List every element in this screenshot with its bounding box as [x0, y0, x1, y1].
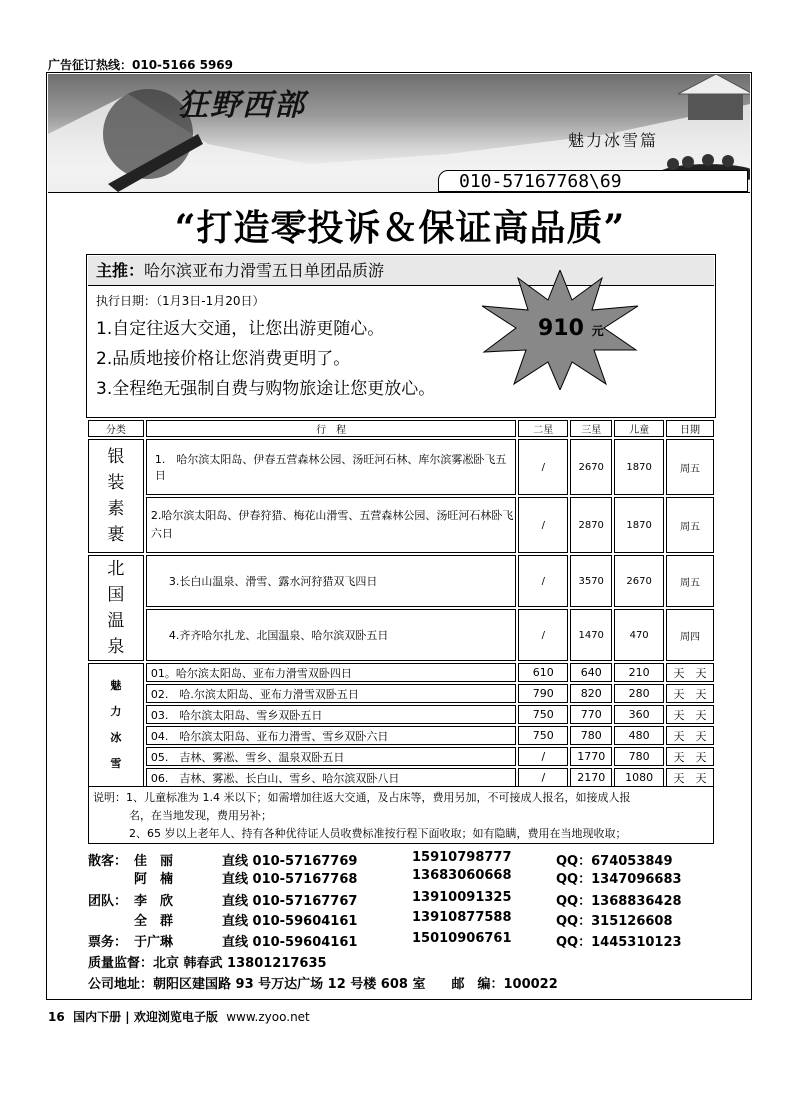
contact-qq: QQ：315126608 — [556, 914, 673, 929]
category-name: 银装素裹 — [107, 447, 125, 545]
note-line-2: 名，在当地发现，费用另补； — [129, 809, 272, 822]
category-name: 魅力冰雪 — [110, 679, 122, 770]
three-star-cell: 780 — [570, 726, 612, 745]
contact-mobile: 13683060668 — [412, 868, 512, 883]
contact-role: 团队： — [88, 894, 128, 909]
ad-hotline: 广告征订热线：010-5166 5969 — [48, 58, 234, 72]
promo-label: 主推： — [96, 261, 145, 280]
date-cell: 周五 — [666, 555, 714, 607]
feature-3: 3.全程绝无强制自费与购物旅途让您更放心。 — [96, 379, 436, 399]
price — [538, 316, 604, 341]
date-cell: 天 天 — [666, 705, 714, 724]
three-star-cell: 2670 — [570, 439, 612, 495]
two-star-cell: 750 — [518, 705, 568, 724]
contact-name: 阿 楠 — [134, 872, 174, 887]
contact-line: 直线 010-57167768 — [222, 872, 358, 887]
footer-slogan: 欢迎浏览电子版 — [133, 1010, 218, 1024]
price-value: 910 — [538, 316, 584, 341]
promo-date: 执行日期：（1月3日-1月20日） — [96, 294, 265, 308]
contact-qq: QQ：1347096683 — [556, 872, 682, 887]
table-row — [88, 684, 714, 703]
routes-table — [86, 418, 716, 789]
contact-line: 直线 010-57167767 — [222, 894, 358, 909]
route-cell: 03. 哈尔滨太阳岛、雪乡双卧五日 — [146, 705, 517, 724]
category-cell — [88, 439, 144, 553]
date-cell: 天 天 — [666, 726, 714, 745]
page-number: 16 — [48, 1010, 65, 1024]
two-star-cell: / — [518, 497, 568, 553]
note-line-1: 说明：1、儿童标准为 1.4 米以下；如需增加往返大交通，及占床等，费用另加，不可接成人报名，如接成人报 — [93, 791, 631, 804]
contact-role: 散客： — [88, 854, 128, 869]
child-cell: 280 — [614, 684, 664, 703]
route-cell: 04. 哈尔滨太阳岛、亚布力滑雪、雪乡双卧六日 — [146, 726, 517, 745]
table-row — [88, 705, 714, 724]
route-cell: 01。哈尔滨太阳岛、亚布力滑雪双卧四日 — [146, 663, 517, 682]
headline: “打造零投诉＆保证高品质” — [174, 207, 626, 249]
header-date: 日期 — [666, 420, 714, 437]
route-cell: 1. 哈尔滨太阳岛、伊春五营森林公园、汤旺河石林、库尔滨雾凇卧飞五日 — [146, 439, 517, 495]
contact-line: 直线 010-59604161 — [222, 935, 358, 950]
date-cell: 天 天 — [666, 663, 714, 682]
date-cell: 周五 — [666, 439, 714, 495]
promo-title: 哈尔滨亚布力滑雪五日单团品质游 — [144, 261, 385, 280]
three-star-cell: 2870 — [570, 497, 612, 553]
date-cell: 周五 — [666, 497, 714, 553]
table-row — [88, 609, 714, 661]
notes-box — [88, 786, 714, 844]
table-row — [88, 555, 714, 607]
route-cell: 06. 吉林、雾凇、长白山、雪乡、哈尔滨双卧八日 — [146, 768, 517, 787]
contact-mobile: 13910877588 — [412, 910, 512, 925]
header-two-star: 二星 — [518, 420, 568, 437]
table-row — [88, 439, 714, 495]
three-star-cell: 640 — [570, 663, 612, 682]
three-star-cell: 1470 — [570, 609, 612, 661]
company-address: 公司地址：朝阳区建国路 93 号万达广场 12 号楼 608 室 邮 编：100022 — [88, 977, 558, 992]
banner-subtitle: 魅力冰雪篇 — [568, 131, 659, 150]
three-star-cell: 1770 — [570, 747, 612, 766]
contact-line: 直线 010-59604161 — [222, 914, 358, 929]
child-cell: 1080 — [614, 768, 664, 787]
contact-qq: QQ：674053849 — [556, 854, 673, 869]
contact-role: 票务： — [88, 935, 128, 950]
two-star-cell: / — [518, 747, 568, 766]
note-line-3: 2、65 岁以上老年人、持有各种优待证人员收费标准按行程下面收取；如有隐瞒，费用在当地现收取； — [129, 827, 627, 840]
two-star-cell: 750 — [518, 726, 568, 745]
contact-mobile: 13910091325 — [412, 890, 512, 905]
header-category: 分类 — [88, 420, 144, 437]
contact-qq: QQ：1445310123 — [556, 935, 682, 950]
child-cell: 470 — [614, 609, 664, 661]
price-unit: 元 — [591, 324, 604, 338]
table-row — [88, 726, 714, 745]
page-footer — [48, 1008, 310, 1025]
route-cell: 2.哈尔滨太阳岛、伊春狩猎、梅花山滑雪、五营森林公园、汤旺河石林卧飞六日 — [146, 497, 517, 553]
banner-phone: 010-57167768\69 — [438, 170, 748, 192]
date-cell: 天 天 — [666, 747, 714, 766]
two-star-cell: 790 — [518, 684, 568, 703]
category-cell — [88, 555, 144, 661]
two-star-cell: / — [518, 768, 568, 787]
child-cell: 360 — [614, 705, 664, 724]
date-cell: 天 天 — [666, 684, 714, 703]
feature-1: 1.自定往返大交通，让您出游更随心。 — [96, 319, 385, 339]
three-star-cell: 3570 — [570, 555, 612, 607]
table-header-row — [88, 420, 714, 437]
child-cell: 780 — [614, 747, 664, 766]
three-star-cell: 820 — [570, 684, 612, 703]
footer-separator: | — [125, 1010, 130, 1024]
quality-supervision: 质量监督：北京 韩春武 13801217635 — [88, 956, 327, 971]
child-cell: 1870 — [614, 497, 664, 553]
website-link[interactable]: www.zyoo.net — [226, 1010, 310, 1024]
three-star-cell: 2170 — [570, 768, 612, 787]
route-cell: 4.齐齐哈尔扎龙、北国温泉、哈尔滨双卧五日 — [146, 609, 517, 661]
two-star-cell: 610 — [518, 663, 568, 682]
header-child: 儿童 — [614, 420, 664, 437]
contact-name: 李 欣 — [134, 894, 174, 909]
contact-name: 于广琳 — [134, 935, 174, 950]
contact-mobile: 15910798777 — [412, 850, 512, 865]
header-route: 行 程 — [146, 420, 517, 437]
contact-name: 佳 丽 — [134, 854, 174, 869]
three-star-cell: 770 — [570, 705, 612, 724]
two-star-cell: / — [518, 439, 568, 495]
banner-title: 狂野西部 — [178, 88, 306, 123]
header-three-star: 三星 — [570, 420, 612, 437]
child-cell: 1870 — [614, 439, 664, 495]
route-cell: 02. 哈.尔滨太阳岛、亚布力滑雪双卧五日 — [146, 684, 517, 703]
child-cell: 210 — [614, 663, 664, 682]
contact-name: 全 群 — [134, 914, 174, 929]
date-cell: 天 天 — [666, 768, 714, 787]
category-name: 北国温泉 — [107, 559, 125, 657]
contact-mobile: 15010906761 — [412, 931, 512, 946]
route-cell: 05. 吉林、雾凇、雪乡、温泉双卧五日 — [146, 747, 517, 766]
banner — [48, 74, 750, 193]
contact-line: 直线 010-57167769 — [222, 854, 358, 869]
two-star-cell: / — [518, 555, 568, 607]
two-star-cell: / — [518, 609, 568, 661]
category-cell — [88, 663, 144, 787]
table-row — [88, 663, 714, 682]
feature-2: 2.品质地接价格让您消费更明了。 — [96, 349, 351, 369]
section-name: 国内下册 — [73, 1010, 122, 1024]
date-cell: 周四 — [666, 609, 714, 661]
child-cell: 480 — [614, 726, 664, 745]
table-row — [88, 768, 714, 787]
table-row — [88, 497, 714, 553]
child-cell: 2670 — [614, 555, 664, 607]
route-cell: 3.长白山温泉、滑雪、露水河狩猎双飞四日 — [146, 555, 517, 607]
contact-qq: QQ：1368836428 — [556, 894, 682, 909]
table-row — [88, 747, 714, 766]
